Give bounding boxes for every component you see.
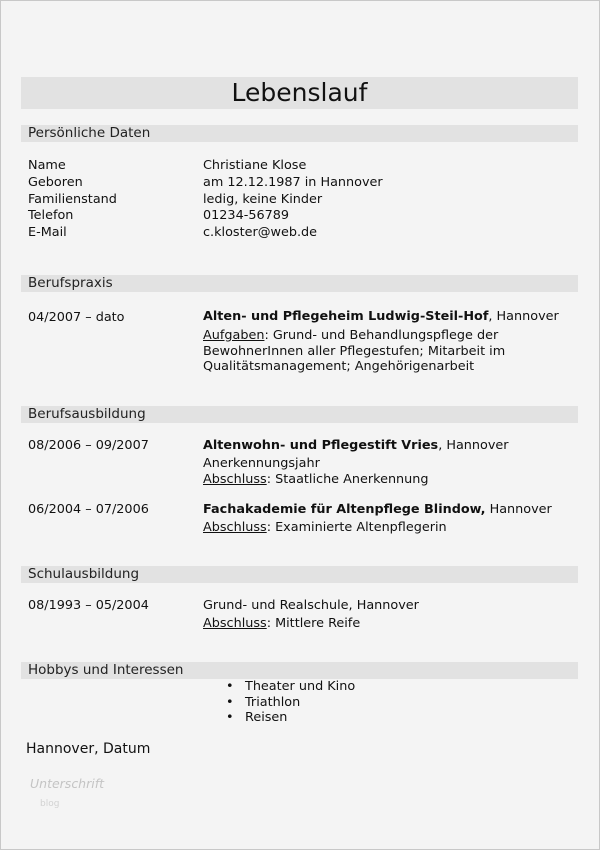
school-period: 08/1993 – 05/2004: [28, 598, 149, 613]
training-2-detail-line: [203, 520, 447, 537]
personal-value-marital: ledig, keine Kinder: [203, 192, 323, 207]
hobby-item: [223, 710, 355, 726]
training-1-detail-label: Abschluss: [203, 472, 267, 487]
hobby-item: [223, 695, 355, 711]
hobby-label: Reisen: [245, 710, 288, 725]
training-2-institution-line: [203, 502, 552, 519]
experience-employer-line: [203, 309, 559, 326]
personal-value-phone: 01234-56789: [203, 208, 290, 223]
personal-label-born: Geboren: [28, 175, 83, 190]
training-2-detail-value: : Examinierte Altenpflegerin: [266, 520, 447, 535]
signature-placeholder: Unterschrift: [30, 776, 105, 791]
section-heading-experience: Berufspraxis: [21, 275, 578, 292]
training-2-detail-label: Abschluss: [203, 520, 267, 535]
experience-detail-line-3: Qualitätsmanagement; Angehörigenarbeit: [203, 359, 475, 374]
watermark-text: blog: [40, 799, 60, 809]
experience-detail-text-1: : Grund- und Behandlungspflege der: [264, 328, 499, 343]
personal-value-name: Christiane Klose: [203, 158, 307, 173]
experience-period: 04/2007 – dato: [28, 310, 125, 325]
school-detail-value: : Mittlere Reife: [266, 616, 361, 631]
page-title: Lebenslauf: [21, 77, 578, 109]
school-institution: Grund- und Realschule, Hannover: [203, 598, 419, 613]
hobby-label: Theater und Kino: [245, 679, 356, 694]
experience-location: , Hannover: [488, 309, 559, 324]
section-heading-training: Berufsausbildung: [21, 406, 578, 423]
training-1-detail-value: : Staatliche Anerkennung: [266, 472, 429, 487]
experience-detail-line-2: BewohnerInnen aller Pflegestufen; Mitarbeit im: [203, 344, 506, 359]
experience-employer: Alten- und Pflegeheim Ludwig-Steil-Hof: [203, 309, 489, 324]
personal-label-email: E-Mail: [28, 225, 67, 240]
training-2-institution: Fachakademie für Altenpflege Blindow,: [203, 502, 486, 517]
bullet-icon: •: [226, 679, 234, 694]
section-heading-school: Schulausbildung: [21, 566, 578, 583]
training-1-note: Anerkennungsjahr: [203, 456, 320, 471]
personal-label-marital: Familienstand: [28, 192, 117, 207]
place-date: Hannover, Datum: [26, 741, 151, 757]
training-1-location: , Hannover: [438, 438, 509, 453]
school-detail-line: [203, 616, 360, 633]
personal-value-email: c.kloster@web.de: [203, 225, 318, 240]
personal-label-phone: Telefon: [28, 208, 74, 223]
school-detail-label: Abschluss: [203, 616, 267, 631]
bullet-icon: •: [226, 710, 234, 725]
experience-detail-line-1: [203, 328, 498, 345]
hobby-label: Triathlon: [245, 694, 301, 710]
personal-value-born: am 12.12.1987 in Hannover: [203, 175, 383, 190]
bullet-icon: •: [226, 694, 234, 710]
training-2-location: Hannover: [485, 502, 552, 517]
section-heading-hobbies: Hobbys und Interessen: [21, 662, 578, 679]
training-1-period: 08/2006 – 09/2007: [28, 438, 149, 453]
experience-detail-label: Aufgaben: [203, 328, 265, 343]
training-1-institution-line: [203, 438, 509, 455]
section-heading-personal: Persönliche Daten: [21, 125, 578, 142]
training-1-detail-line: [203, 472, 429, 489]
hobbies-list: [223, 679, 355, 726]
personal-label-name: Name: [28, 158, 66, 173]
training-2-period: 06/2004 – 07/2006: [28, 502, 149, 517]
training-1-institution: Altenwohn- und Pflegestift Vries: [203, 438, 439, 453]
hobby-item: [223, 679, 355, 695]
